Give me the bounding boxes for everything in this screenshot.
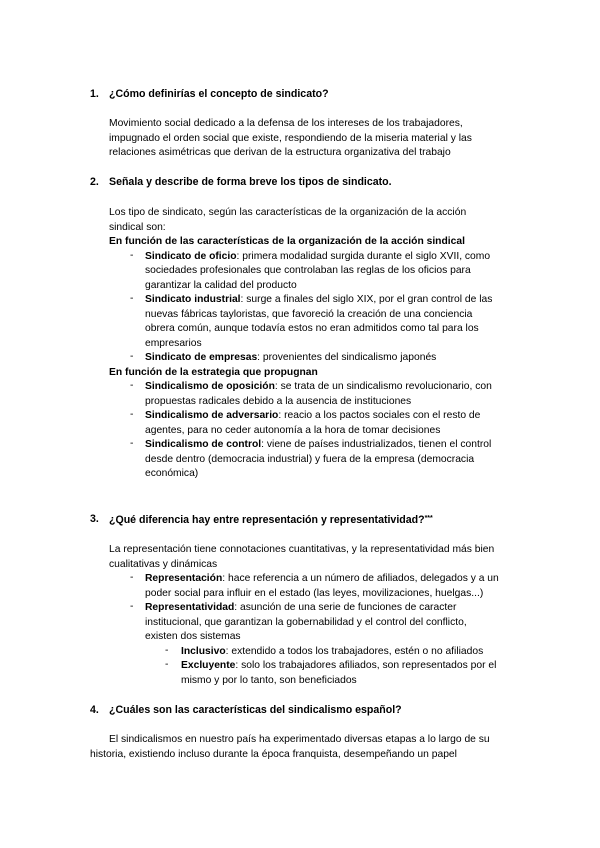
bullet-dash: - xyxy=(165,644,169,656)
q2-group2-item-2 xyxy=(145,409,480,424)
q2-group1-item-1-term: Sindicato de oficio xyxy=(145,250,237,262)
q2-group1-item-2-line-4: empresarios xyxy=(145,337,202,349)
q2-group1-item-2-line-2: nuevas fábricas tayloristas, que favoreció la creación de una conciencia xyxy=(145,308,473,320)
q4-title: ¿Cuáles son las características del sindicalismo español? xyxy=(109,704,402,716)
q3-subitem-1-term: Inclusivo xyxy=(181,645,226,657)
q2-group2-item-2-line-1: : reacio a los pactos sociales con el resto de xyxy=(278,410,481,421)
q2-intro-1: Los tipo de sindicato, según las características de la organización de la acción xyxy=(109,207,467,218)
bullet-dash: - xyxy=(130,409,134,420)
q4-number: 4. xyxy=(90,704,99,716)
q3-subitem-2-line-2: mismo y por lo tanto, son beneficiados xyxy=(181,674,357,686)
q3-title xyxy=(109,512,433,528)
q3-subitem-2-line-1: : solo los trabajadores afiliados, son representados por el xyxy=(235,660,497,671)
q3-item-2-line-1: : asunción de una serie de funciones de caracter xyxy=(234,602,457,613)
q1-title: ¿Cómo definirías el concepto de sindicato? xyxy=(109,88,329,100)
q2-number: 2. xyxy=(90,176,99,188)
q3-item-1-term: Representación xyxy=(145,573,223,584)
q2-group2-item-1-line-1: : se trata de un sindicalismo revolucionario, con xyxy=(274,381,492,392)
q2-group1-item-2-line-3: obrera común, aunque todavía estos no eran admitidos como tal para los xyxy=(145,323,479,334)
q3-stars: *** xyxy=(424,515,433,522)
q4-line-1: El sindicalismos en nuestro país ha experimentado diversas etapas a lo largo de su xyxy=(109,734,490,745)
bullet-dash: - xyxy=(130,293,134,304)
q3-item-1-line-1: : hace referencia a un número de afiliados, delegados y a un xyxy=(222,573,499,584)
bullet-dash: - xyxy=(165,659,169,670)
q2-group1-item-1-line-1: : primera modalidad surgida durante el siglo XVII, como xyxy=(236,250,491,262)
q3-intro-2: cualitativas y dinámicas xyxy=(109,558,218,570)
q3-item-1 xyxy=(145,572,499,587)
q1-line-3: relaciones asimétricas que derivan de la estructura organizativa del trabajo xyxy=(109,147,451,158)
q2-group1-item-3-line-1: : provenientes del sindicalismo japonés xyxy=(257,352,437,363)
q3-item-1-line-2: poder social para influir en el estado (las leyes, movilizaciones, huelgas...) xyxy=(145,587,484,599)
q2-group2-item-1 xyxy=(145,380,492,395)
q2-group1-item-3 xyxy=(145,351,436,366)
q1-number: 1. xyxy=(90,88,99,100)
q3-item-2-line-3: existen dos sistemas xyxy=(145,631,241,642)
q3-subitem-2-term: Excluyente xyxy=(181,660,236,671)
q2-group1-item-3-term: Sindicato de empresas xyxy=(145,352,258,363)
q2-group1-item-1-line-3: garantizar la calidad del producto xyxy=(145,279,297,291)
q1-line-1: Movimiento social dedicado a la defensa de los intereses de los trabajadores, xyxy=(109,118,463,129)
q2-group2-item-3 xyxy=(145,438,491,453)
bullet-dash: - xyxy=(130,438,134,449)
q2-group1-item-2-term: Sindicato industrial xyxy=(145,294,241,305)
q4-line-2: historia, existiendo incluso durante la época franquista, desempeñando un papel xyxy=(90,748,457,760)
q2-group1-item-1 xyxy=(145,250,490,265)
bullet-dash: - xyxy=(130,380,134,391)
q2-intro-2: sindical son: xyxy=(109,221,166,233)
bullet-dash: - xyxy=(130,351,134,362)
q2-group2-item-3-line-1: : viene de países industrializados, tienen el control xyxy=(261,439,492,450)
q3-subitem-1 xyxy=(181,645,483,660)
q2-title: Señala y describe de forma breve los tipos de sindicato. xyxy=(109,176,392,188)
q3-item-2-line-2: institucional, que garantizan la gobernabilidad y el control del conflicto, xyxy=(145,616,467,628)
q3-subitem-1-line-1: : extendido a todos los trabajadores, estén o no afiliados xyxy=(225,645,484,657)
q2-group1-item-2 xyxy=(145,293,492,308)
q2-group2-item-1-term: Sindicalismo de oposición xyxy=(145,381,275,392)
bullet-dash: - xyxy=(130,249,134,261)
q3-intro-1: La representación tiene connotaciones cuantitativas, y la representatividad más bien xyxy=(109,544,495,555)
q2-group1-item-2-line-1: : surge a finales del siglo XIX, por el gran control de las xyxy=(240,294,493,305)
q2-group2-item-3-line-2: desde dentro (democracia industrial) y fuera de la empresa (democracia xyxy=(145,453,475,465)
q2-group2-heading: En función de la estrategia que propugnan xyxy=(109,366,318,378)
bullet-dash: - xyxy=(130,572,134,583)
q2-group2-item-3-term: Sindicalismo de control xyxy=(145,439,262,450)
q3-item-2 xyxy=(145,601,456,616)
q3-subitem-2 xyxy=(181,659,496,674)
bullet-dash: - xyxy=(130,601,134,612)
q3-item-2-term: Representatividad xyxy=(145,602,235,613)
q1-line-2: impugnado el orden social que existe, respondiendo de la miseria material y las xyxy=(109,132,472,144)
q2-group1-heading: En función de las características de la organización de la acción sindical xyxy=(109,236,465,247)
q2-group2-item-3-line-3: económica) xyxy=(145,468,199,479)
q2-group1-item-1-line-2: sociedades profesionales que controlaban las reglas de los oficios para xyxy=(145,265,471,276)
q2-group2-item-1-line-2: propuestas radicales debido a la ausencia de instituciones xyxy=(145,395,412,407)
q2-group2-item-2-term: Sindicalismo de adversario xyxy=(145,410,279,421)
q2-group2-item-2-line-2: agentes, para no ceder autonomía a la hora de tomar decisiones xyxy=(145,424,441,436)
q3-title-text: ¿Qué diferencia hay entre representación y representatividad? xyxy=(109,514,425,526)
q3-number: 3. xyxy=(90,513,99,525)
